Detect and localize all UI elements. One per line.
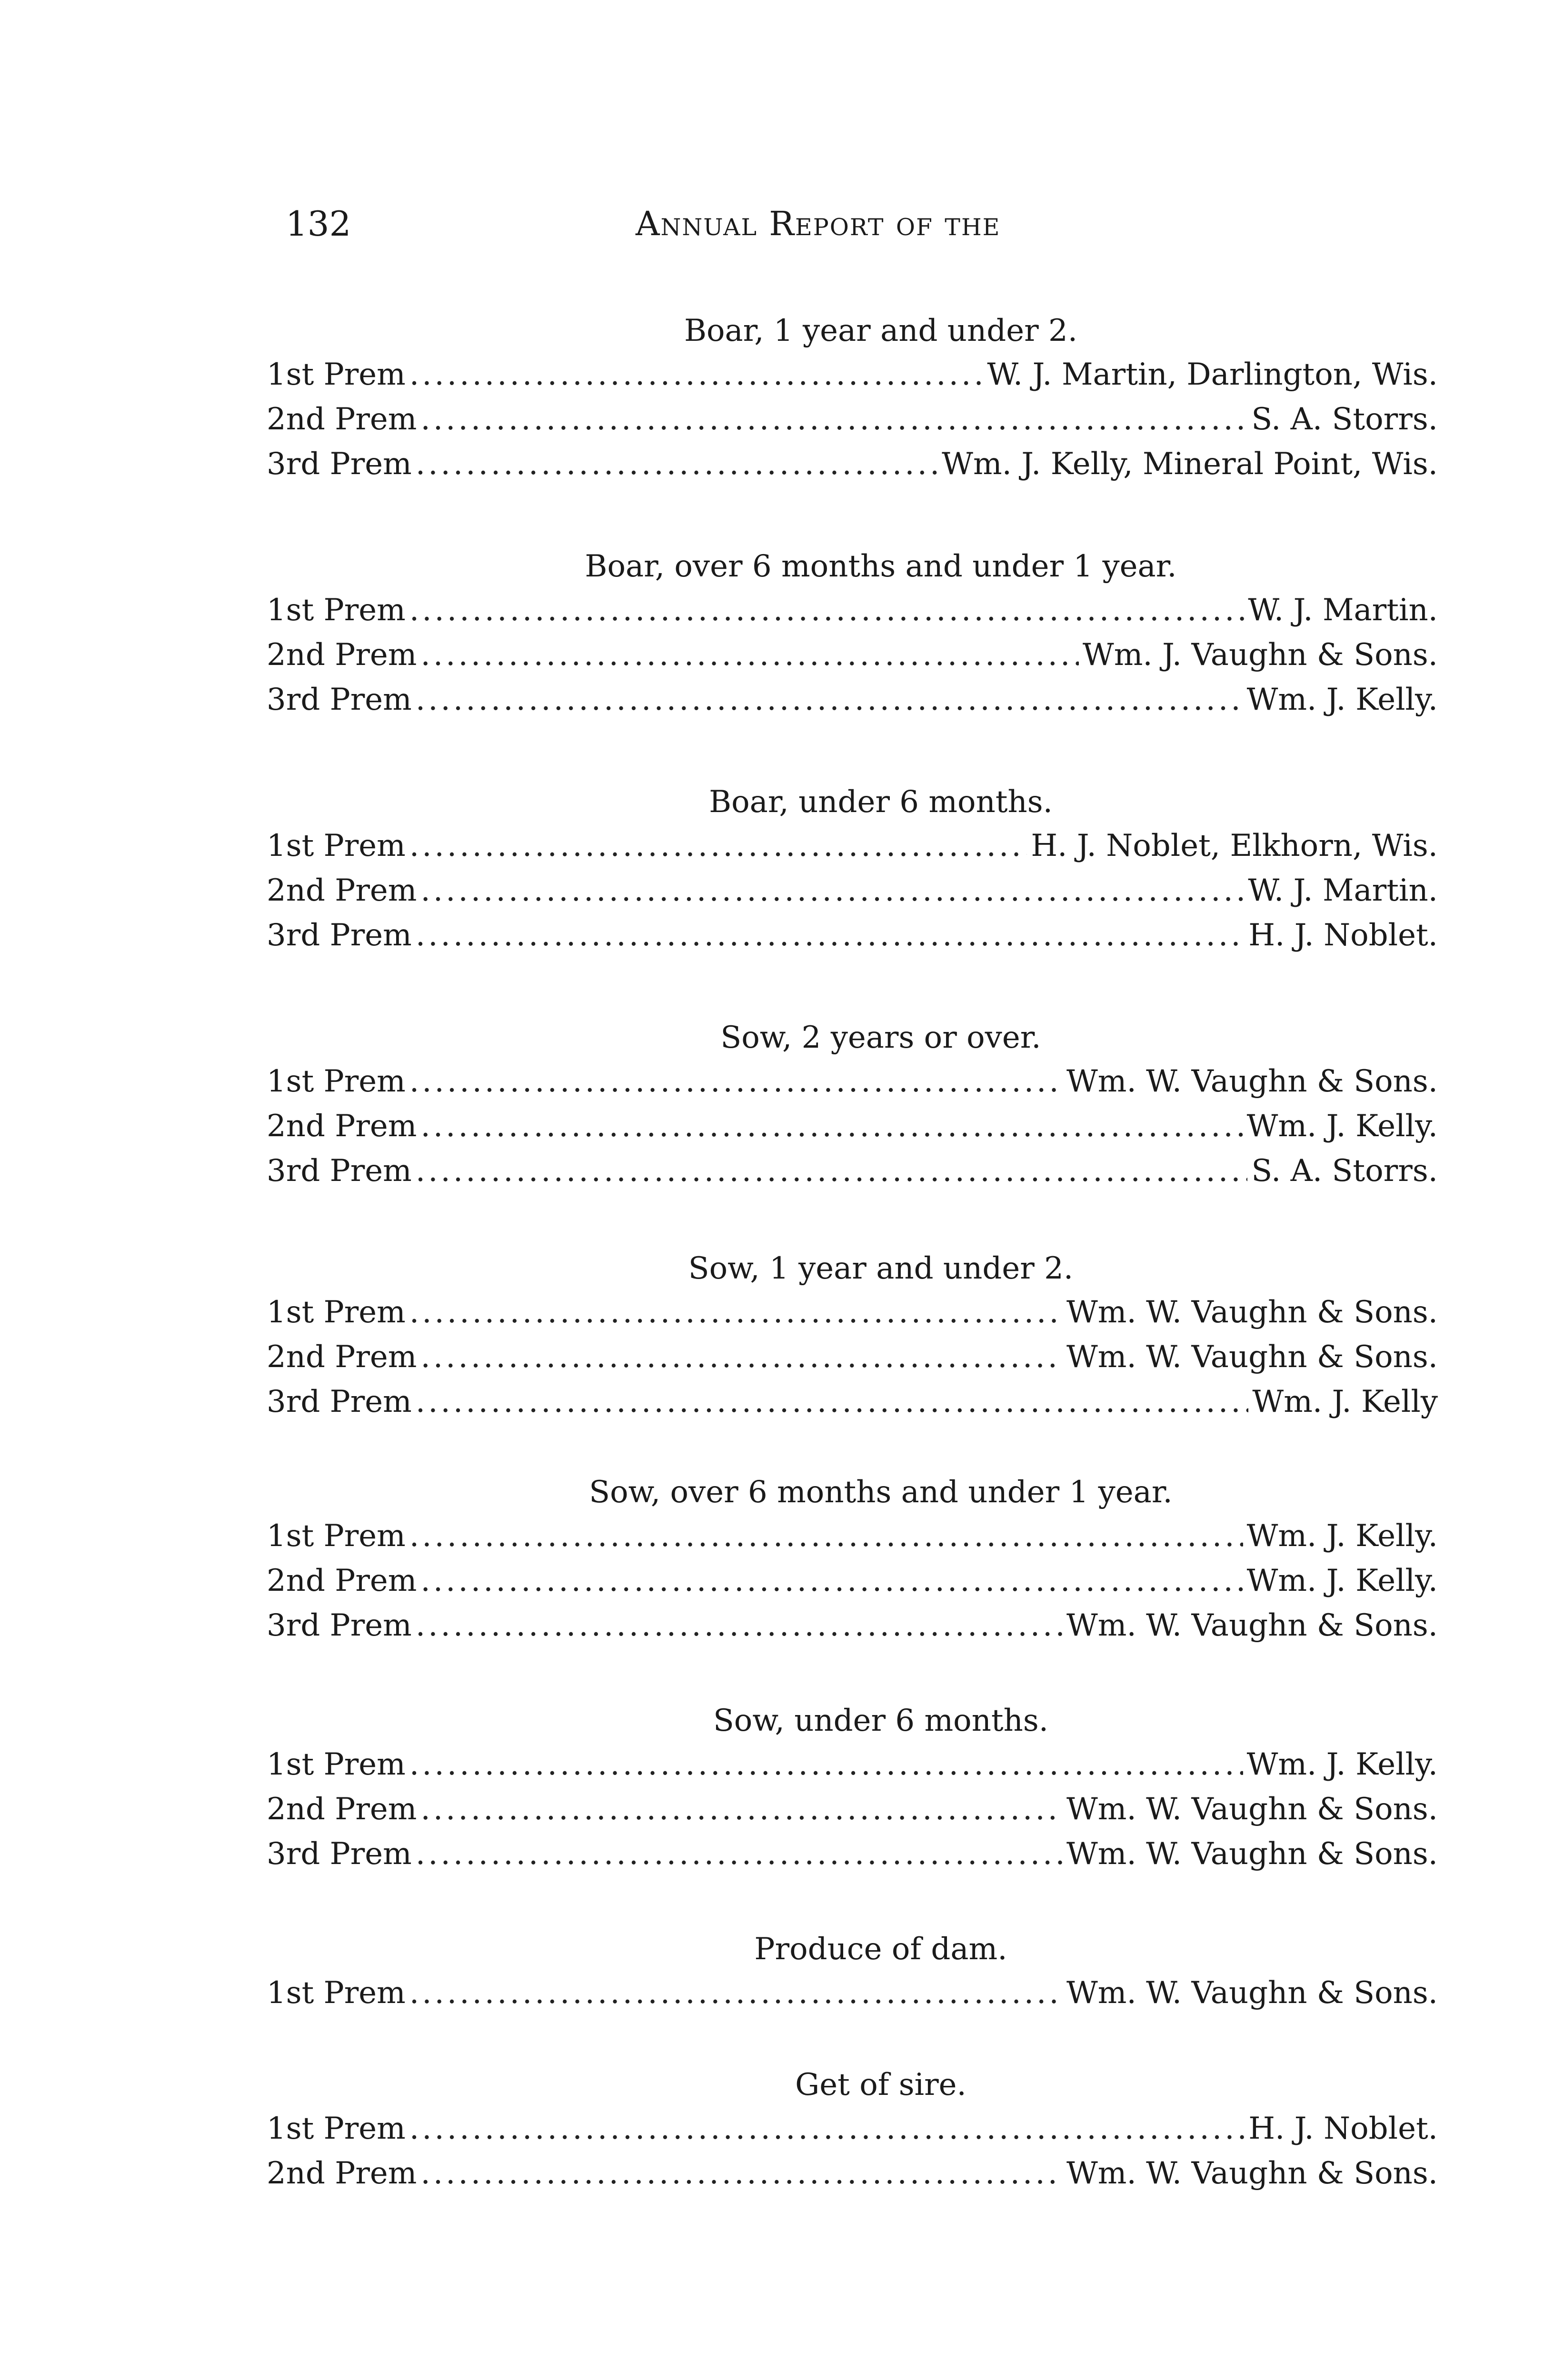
winner-name: Wm. W. Vaughn & Sons. [1066, 1339, 1438, 1375]
prize-label: 1st Prem [267, 1518, 406, 1554]
prize-label: 1st Prem [267, 1295, 406, 1330]
dot-leader [416, 1379, 1249, 1424]
prize-entry [267, 442, 1438, 486]
prize-entry [267, 1971, 1438, 2015]
section-get-of-sire [267, 2063, 1438, 2196]
winner-name: Wm. J. Kelly. [1246, 1518, 1438, 1554]
prize-entry [267, 868, 1438, 913]
winner-name: Wm. J. Kelly. [1246, 1747, 1438, 1782]
section-title: Boar, 1 year and under 2. [684, 313, 1078, 348]
winner-name: Wm. W. Vaughn & Sons. [1066, 2156, 1438, 2191]
dot-leader [409, 1514, 1243, 1558]
page-number: 132 [286, 204, 351, 244]
section-title: Sow, over 6 months and under 1 year. [589, 1475, 1173, 1510]
dot-leader [420, 397, 1247, 442]
winner-name: W. J. Martin. [1248, 593, 1438, 628]
dot-leader [409, 352, 983, 397]
dot-leader [409, 588, 1244, 633]
winner-name: S. A. Storrs. [1251, 402, 1438, 437]
prize-label: 1st Prem [267, 1747, 406, 1782]
winner-name: Wm. W. Vaughn & Sons. [1066, 1608, 1438, 1643]
prize-label: 3rd Prem [267, 1384, 412, 1419]
prize-label: 3rd Prem [267, 1153, 412, 1189]
prize-label: 1st Prem [267, 1064, 406, 1099]
prize-label: 1st Prem [267, 357, 406, 392]
prize-entry [267, 677, 1438, 722]
prize-entry [267, 823, 1438, 868]
prize-entry [267, 1787, 1438, 1832]
prize-entry [267, 633, 1438, 677]
winner-name: H. J. Noblet. [1248, 2111, 1438, 2146]
prize-entry [267, 1514, 1438, 1558]
section-title: Boar, under 6 months. [709, 784, 1053, 820]
winner-name: Wm. W. Vaughn & Sons. [1066, 1836, 1438, 1872]
section-boar-under-6-months [267, 781, 1438, 958]
prize-entry [267, 1059, 1438, 1104]
prize-label: 2nd Prem [267, 873, 417, 908]
dot-leader [409, 1290, 1063, 1335]
prize-label: 2nd Prem [267, 1109, 417, 1144]
prize-entry [267, 1335, 1438, 1379]
winner-name: H. J. Noblet. [1248, 918, 1438, 953]
prize-entry [267, 1290, 1438, 1335]
section-sow-6-months-1-year [267, 1471, 1438, 1648]
prize-entry [267, 1149, 1438, 1193]
winner-name: Wm. J. Kelly. [1246, 682, 1438, 717]
prize-entry [267, 1379, 1438, 1424]
winner-name: Wm. J. Kelly. [1246, 1563, 1438, 1598]
prize-entry [267, 1742, 1438, 1787]
winner-name: Wm. J. Kelly, Mineral Point, Wis. [942, 446, 1438, 482]
section-sow-1-year [267, 1247, 1438, 1424]
prize-label: 2nd Prem [267, 1792, 417, 1827]
winner-name: Wm. W. Vaughn & Sons. [1066, 1295, 1438, 1330]
dot-leader [416, 1832, 1063, 1876]
section-produce-of-dam [267, 1928, 1438, 2015]
prize-label: 2nd Prem [267, 2156, 417, 2191]
section-sow-2-years [267, 1016, 1438, 1193]
prize-label: 2nd Prem [267, 1339, 417, 1375]
dot-leader [409, 2106, 1245, 2151]
winner-name: Wm. J. Vaughn & Sons. [1082, 637, 1438, 673]
prize-label: 3rd Prem [267, 682, 412, 717]
prize-label: 3rd Prem [267, 446, 412, 482]
dot-leader [420, 2151, 1063, 2196]
prize-entry [267, 1104, 1438, 1149]
prize-label: 3rd Prem [267, 1608, 412, 1643]
prize-entry [267, 2151, 1438, 2196]
section-title: Sow, 2 years or over. [720, 1020, 1041, 1055]
dot-leader [416, 1149, 1248, 1193]
prize-entry [267, 913, 1438, 958]
dot-leader [416, 913, 1245, 958]
dot-leader [409, 823, 1027, 868]
dot-leader [420, 1558, 1243, 1603]
dot-leader [416, 677, 1243, 722]
winner-name: Wm. W. Vaughn & Sons. [1066, 1975, 1438, 2011]
section-sow-under-6-months [267, 1699, 1438, 1876]
prize-entry [267, 1603, 1438, 1648]
section-boar-6-months-1-year [267, 545, 1438, 722]
prize-label: 1st Prem [267, 593, 406, 628]
dot-leader [409, 1971, 1063, 2015]
winner-name: S. A. Storrs. [1251, 1153, 1438, 1189]
dot-leader [409, 1059, 1063, 1104]
page-header [286, 200, 1428, 252]
section-title: Get of sire. [795, 2067, 966, 2102]
section-title: Boar, over 6 months and under 1 year. [585, 549, 1177, 584]
prize-entry [267, 1832, 1438, 1876]
prize-label: 1st Prem [267, 1975, 406, 2011]
prize-entry [267, 397, 1438, 442]
prize-label: 3rd Prem [267, 1836, 412, 1872]
prize-label: 3rd Prem [267, 918, 412, 953]
prize-label: 2nd Prem [267, 1563, 417, 1598]
dot-leader [416, 1603, 1063, 1648]
prize-label: 1st Prem [267, 828, 406, 863]
winner-name: Wm. W. Vaughn & Sons. [1066, 1064, 1438, 1099]
dot-leader [416, 442, 938, 486]
winner-name: Wm. J. Kelly [1252, 1384, 1438, 1419]
prize-label: 1st Prem [267, 2111, 406, 2146]
section-title: Sow, under 6 months. [713, 1703, 1049, 1738]
winner-name: W. J. Martin. [1248, 873, 1438, 908]
prize-entry [267, 352, 1438, 397]
prize-entry [267, 1558, 1438, 1603]
winner-name: Wm. J. Kelly. [1246, 1109, 1438, 1144]
prize-label: 2nd Prem [267, 637, 417, 673]
dot-leader [420, 1787, 1063, 1832]
section-title: Produce of dam. [754, 1932, 1007, 1967]
section-title: Sow, 1 year and under 2. [688, 1251, 1074, 1286]
dot-leader [409, 1742, 1243, 1787]
prize-entry [267, 588, 1438, 633]
prize-label: 2nd Prem [267, 402, 417, 437]
prize-entry [267, 2106, 1438, 2151]
dot-leader [420, 633, 1078, 677]
dot-leader [420, 1335, 1063, 1379]
winner-name: H. J. Noblet, Elkhorn, Wis. [1031, 828, 1438, 863]
winner-name: Wm. W. Vaughn & Sons. [1066, 1792, 1438, 1827]
section-boar-1-year [267, 309, 1438, 486]
winner-name: W. J. Martin, Darlington, Wis. [987, 357, 1438, 392]
running-title: Annual Report of the [636, 204, 1001, 243]
dot-leader [420, 868, 1244, 913]
dot-leader [420, 1104, 1243, 1149]
